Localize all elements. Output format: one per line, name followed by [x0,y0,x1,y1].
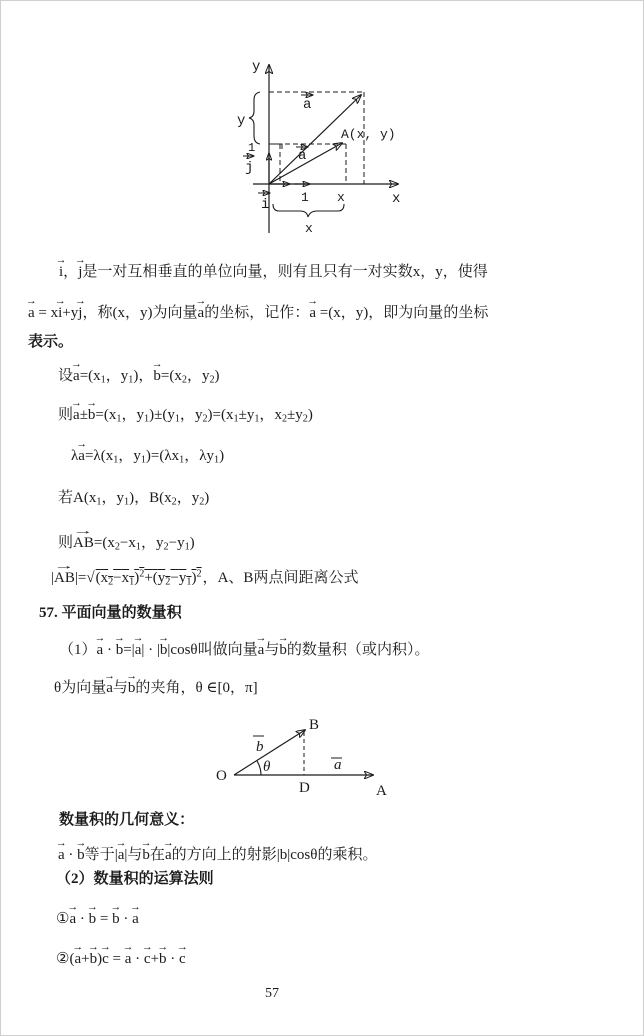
brace-y [249,92,260,144]
formula-scalar-multiple: λ → $a=\lambda(x_1$，$y_1)=(\lambda x_1$，$\lambda y_1$) [71,438,225,466]
y-axis-label: y [252,59,261,75]
unit-1-x-label: 1 [301,190,309,205]
vector-arrow-icon: → [55,254,67,267]
angle-theta-label: θ [263,759,271,775]
formula-points-ab: 若$A(x_1$，$y_1$)，$B(x_2$，$y_2$) [58,490,210,508]
page-number: 57 [265,986,279,1001]
formula-vector-ab: 则 → $AB=(x_2-x_1$，$y_2-y_1$) [58,525,195,553]
point-d-label: D [299,780,310,796]
vector-arrow-icon: → [70,397,82,410]
figure-vector-coordinates [229,51,411,243]
x-axis-label: x [392,191,401,207]
vector-arrow-icon: → [100,941,111,954]
vector-arrow-icon: → [126,670,138,683]
vector-arrow-icon: → [87,941,99,954]
heading-geometric-meaning: 数量积的几何意义： [59,812,195,828]
vector-arrow-icon: → [55,837,67,850]
vector-arrow-icon: → [151,358,163,371]
brace-x [273,204,344,217]
vector-j-label [243,156,254,176]
text-geometric-meaning: → a · → b等于| → a|与 → b在 → a的方向上的射影|b|cosθ的乘积。 [55,837,378,863]
vector-b-label [253,736,264,755]
vector-arrow-icon: → [157,941,169,954]
para-coordinate-rep-line3: 表示。 [28,334,74,350]
text-dot-product-definition: （1） → a · → b=| → a| · | → b|cosθ叫做向量 → a与 → b的数量积（或内积）。 [59,632,430,658]
vector-arrow-icon: → [54,295,66,308]
vector-arrow-icon: → [162,837,174,850]
heading-operation-rules: （2）数量积的运算法则 [56,871,214,887]
point-a-label: A [376,783,387,799]
point-b-label: B [309,717,320,733]
brace-x-label: x [305,221,313,236]
vector-a-lower-text: a [298,148,307,164]
vector-i-label [258,193,270,213]
vector-arrow-icon: → [195,295,207,308]
vector-arrow-icon: → [74,295,86,308]
vector-arrow-icon: → [73,525,94,538]
brace-y-label: y [237,113,246,129]
vector-i-text: i [261,197,270,213]
point-o-label: O [216,768,227,784]
para-coordinate-rep-line1: → i， → j是一对互相垂直的单位向量，则有且只有一对实数x，y，使得 [55,254,488,280]
formula-rule-commutative: ① → a · → b = → b · → a [56,901,141,927]
vector-arrow-icon: → [176,941,188,954]
vector-arrow-icon: → [54,560,75,573]
vector-arrow-icon: → [122,941,134,954]
unit-1-y-label: 1 [248,141,256,155]
vector-a-text: a [334,757,342,773]
vector-arrow-icon: → [115,837,127,850]
vector-arrow-icon: → [140,837,152,850]
heading-57-dot-product: 57. 平面向量的数量积 [39,605,182,621]
vector-arrow-icon: → [132,632,144,645]
coord-x-tick-label: x [337,190,345,205]
vector-arrow-icon: → [76,438,88,451]
vector-arrow-icon: → [70,358,82,371]
angle-arc [257,761,261,775]
vector-arrow-icon: → [94,632,106,645]
vector-a-lower-label [296,147,308,164]
vector-arrow-icon: → [307,295,319,308]
vector-arrow-icon: → [130,901,141,914]
vector-arrow-icon: → [75,837,87,850]
vector-arrow-icon: → [255,632,267,645]
vector-arrow-icon: → [110,901,122,914]
vector-arrow-icon: → [277,632,289,645]
vector-a-upper-text: a [303,97,312,113]
vector-arrow-icon: → [86,901,98,914]
vector-arrow-icon: → [158,632,170,645]
vector-arrow-icon: → [141,941,153,954]
vector-arrow-icon: → [114,632,125,645]
text-angle-range: θ为向量 → a与 → b的夹角，θ ∈[0，π] [54,670,258,696]
formula-vector-add-sub: 则 → a± → $b=(x_1$，$y_1)\pm(y_1$，$y_2)=(x_1\pm y_1$，$x_2\pm y_2$) [58,397,313,425]
vector-arrow-icon: → [25,295,37,308]
formula-rule-distributive: ②( → a+ → b) → c = → a · → c+ → b · → c [56,941,188,967]
vector-arrow-icon: → [72,941,84,954]
formula-distance-ab: | → $AB|=√(x_2-x_1)^2+(y_2-y_1)^2$，A、B两点间距离公式 [51,560,359,588]
vector-arrow-icon: → [86,397,98,410]
vector-arrow-icon: → [67,901,79,914]
vector-b-text: b [256,739,264,755]
vector-a-upper-label [301,95,313,113]
figure-projection [206,713,406,813]
formula-set-vectors: 设 → $a=(x_1$，$y_1$)， → $b=(x_2$，$y_2$) [58,358,220,386]
vector-arrow-icon: → [104,670,115,683]
vector-j-text: j [245,160,254,176]
point-a-label: A(x, y) [341,127,396,142]
vector-arrow-icon: → [74,254,86,267]
vector-a-label [331,757,342,773]
para-coordinate-rep-line2: → a = x → i+y → j，称(x，y)为向量 → a的坐标，记作： → a =(x，y)，即为向量的坐标 [25,295,489,321]
